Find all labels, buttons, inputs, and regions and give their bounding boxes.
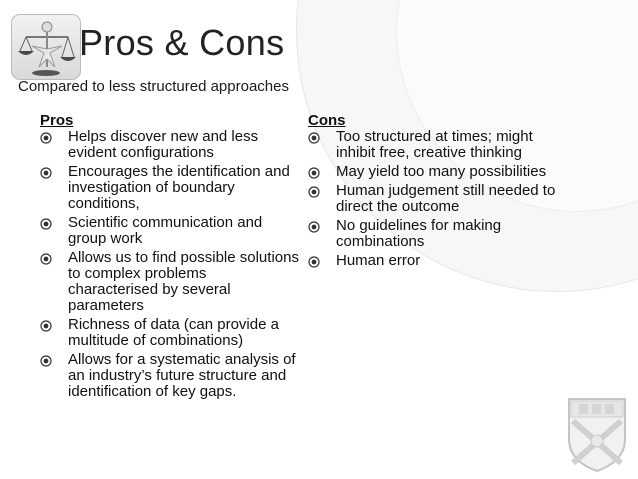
circled-dot-bullet-icon <box>40 132 52 144</box>
cons-item-text: Too structured at times; might inhibit free, creative thinking <box>336 128 533 161</box>
circled-dot-bullet-icon <box>40 253 52 265</box>
pros-item <box>40 215 300 247</box>
cons-item-text: Human error <box>336 252 421 269</box>
slide-subtitle: Compared to less structured approaches <box>18 78 289 95</box>
scales-of-justice-figure-icon <box>11 14 81 80</box>
cons-item-text: Human judgement still needed to direct the outcome <box>336 182 556 215</box>
pros-list <box>40 129 300 400</box>
cons-item-text: No guidelines for making combinations <box>336 217 502 250</box>
pros-item <box>40 352 300 400</box>
circled-dot-bullet-icon <box>40 355 52 367</box>
circled-dot-bullet-icon <box>308 256 320 268</box>
cons-item <box>308 129 558 161</box>
circled-dot-bullet-icon <box>308 221 320 233</box>
cons-list <box>308 129 558 269</box>
cons-item <box>308 164 558 180</box>
slide-title: Pros & Cons <box>79 22 285 63</box>
pros-item-text: Helps discover new and less evident configurations <box>68 128 259 161</box>
pros-item <box>40 250 300 314</box>
cons-heading: Cons <box>308 112 346 129</box>
pros-item <box>40 129 300 161</box>
circled-dot-bullet-icon <box>308 132 320 144</box>
pros-item-text: Richness of data (can provide a multitude of combinations) <box>68 316 279 349</box>
circled-dot-bullet-icon <box>40 218 52 230</box>
pros-heading: Pros <box>40 112 74 129</box>
cons-item <box>308 183 558 215</box>
cons-item <box>308 218 558 250</box>
pros-item <box>40 317 300 349</box>
cons-item <box>308 253 558 269</box>
pros-column <box>40 112 300 403</box>
cons-column <box>308 112 558 272</box>
pros-item-text: Allows for a systematic analysis of an industry’s future structure and identification of key gaps. <box>68 351 296 400</box>
circled-dot-bullet-icon <box>308 186 320 198</box>
circled-dot-bullet-icon <box>308 167 320 179</box>
circled-dot-bullet-icon <box>40 320 52 332</box>
cons-item-text: May yield too many possibilities <box>336 163 547 180</box>
pros-item-text: Allows us to find possible solutions to complex problems characterised by several parameters <box>68 249 299 314</box>
university-crest-icon <box>565 395 629 473</box>
pros-item-text: Scientific communication and group work <box>68 214 263 247</box>
pros-item <box>40 164 300 212</box>
pros-item-text: Encourages the identification and investigation of boundary conditions, <box>68 163 290 212</box>
circled-dot-bullet-icon <box>40 167 52 179</box>
